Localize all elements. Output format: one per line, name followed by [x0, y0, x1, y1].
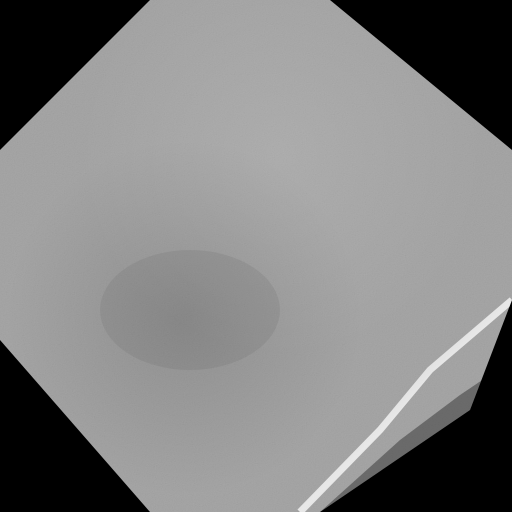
dark-smudge: [100, 250, 280, 370]
